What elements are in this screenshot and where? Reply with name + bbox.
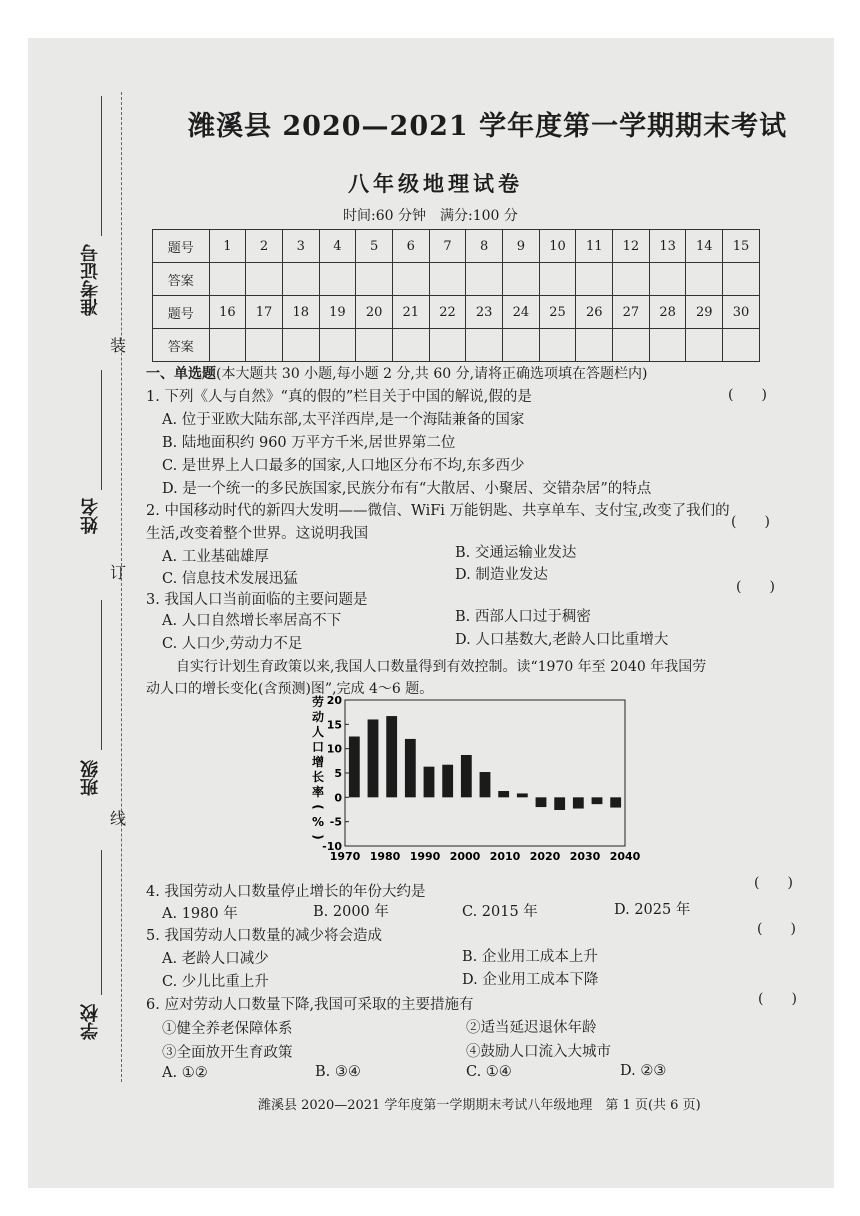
sidebar-field-name: 姓名	[80, 498, 101, 534]
y-axis-label-char: 劳	[311, 695, 325, 709]
answer-table	[152, 229, 760, 362]
header-cell: 题号	[153, 296, 210, 329]
q2-stem-line1: 2. 中国移动时代的新四大发明——微信、WiFi 万能钥匙、共享单车、支付宝,改变了我们的	[146, 503, 730, 519]
q-num-cell: 25	[539, 296, 576, 329]
q6-option-b[interactable]: B. ③④	[315, 1064, 361, 1080]
bar	[405, 739, 416, 797]
header-cell: 题号	[153, 230, 210, 263]
answer-cell[interactable]	[686, 263, 723, 296]
answer-cell[interactable]	[539, 263, 576, 296]
answer-cell[interactable]	[429, 263, 466, 296]
q6-item-4: ④鼓励人口流入大城市	[466, 1044, 611, 1060]
x-tick-label: 2040	[609, 850, 640, 863]
q6-item-3: ③全面放开生育政策	[162, 1045, 293, 1061]
fold-mark-xian: 线	[110, 809, 127, 828]
x-tick-label: 2000	[449, 850, 481, 863]
q3-option-c[interactable]: C. 人口少,劳动力不足	[162, 636, 303, 652]
answer-cell[interactable]	[686, 329, 723, 362]
answer-cell[interactable]	[392, 329, 429, 362]
q-num-cell: 24	[503, 296, 540, 329]
q-num-cell: 11	[576, 230, 613, 263]
table-row	[153, 329, 760, 362]
answer-cell[interactable]	[356, 263, 393, 296]
y-axis-label-char: %	[311, 815, 325, 829]
q4-answer-paren[interactable]: ( )	[754, 875, 793, 891]
y-axis-label-char: 增	[311, 755, 325, 769]
answer-cell[interactable]	[613, 263, 650, 296]
y-axis-label-char: )	[311, 834, 325, 840]
answer-cell[interactable]	[539, 329, 576, 362]
q5-option-c[interactable]: C. 少儿比重上升	[162, 974, 269, 990]
x-tick-label: 1970	[329, 850, 361, 863]
q-num-cell: 26	[576, 296, 613, 329]
x-tick-label: 2030	[569, 850, 601, 863]
section-heading	[146, 363, 648, 383]
q6-item-2: ②适当延迟退休年龄	[466, 1020, 597, 1036]
x-tick-label: 1990	[409, 850, 441, 863]
sidebar-field-class: 班级	[80, 760, 101, 796]
answer-cell[interactable]	[723, 263, 760, 296]
q2-option-d[interactable]: D. 制造业发达	[455, 567, 548, 583]
q6-option-d[interactable]: D. ②③	[620, 1063, 667, 1079]
q-num-cell: 6	[392, 230, 429, 263]
answer-cell[interactable]	[613, 329, 650, 362]
y-tick-label: 20	[326, 694, 342, 707]
q6-answer-paren[interactable]: ( )	[758, 991, 797, 1007]
q5-stem: 5. 我国劳动人口数量的减少将会造成	[146, 928, 382, 944]
answer-cell[interactable]	[209, 329, 246, 362]
q-num-cell: 29	[686, 296, 723, 329]
bar	[610, 797, 621, 807]
x-tick-label: 1980	[369, 850, 401, 863]
intro-line1: 自实行计划生育政策以来,我国人口数量得到有效控制。读“1970 年至 2040 年我国劳	[176, 659, 707, 675]
page-footer: 潍溪县 2020—2021 学年度第一学期期末考试八年级地理 第 1 页(共 6 页)	[258, 1098, 701, 1113]
exam-subtitle: 八年级地理试卷	[348, 171, 523, 196]
q2-answer-paren[interactable]: ( )	[731, 514, 770, 530]
q-num-cell: 3	[282, 230, 319, 263]
q-num-cell: 4	[319, 230, 356, 263]
y-tick-label: 10	[326, 742, 342, 756]
q-num-cell: 10	[539, 230, 576, 263]
q4-option-c[interactable]: C. 2015 年	[462, 904, 538, 920]
q-num-cell: 12	[613, 230, 650, 263]
time-info: 时间:60 分钟 满分:100 分	[343, 208, 518, 224]
q1-option-a[interactable]: A. 位于亚欧大陆东部,太平洋西岸,是一个海陆兼备的国家	[162, 412, 525, 428]
bar	[536, 797, 547, 807]
q3-option-d[interactable]: D. 人口基数大,老龄人口比重增大	[455, 632, 669, 648]
binding-dashed-line	[121, 92, 122, 1082]
sidebar-line-school	[101, 850, 102, 995]
y-axis-label-char: 长	[311, 770, 325, 784]
q5-option-b[interactable]: B. 企业用工成本上升	[462, 949, 598, 965]
q5-answer-paren[interactable]: ( )	[757, 921, 796, 937]
answer-cell[interactable]	[392, 263, 429, 296]
bar	[554, 797, 565, 810]
q-num-cell: 30	[723, 296, 760, 329]
q3-option-b[interactable]: B. 西部人口过于稠密	[455, 609, 591, 625]
x-axis-ticks	[330, 850, 640, 863]
answer-cell[interactable]	[282, 263, 319, 296]
q-num-cell: 15	[723, 230, 760, 263]
q1-answer-paren[interactable]: ( )	[728, 387, 767, 403]
answer-cell[interactable]	[466, 329, 503, 362]
section-heading-label: 一、单选题	[146, 366, 216, 382]
answer-cell[interactable]	[576, 263, 613, 296]
q-num-cell: 21	[392, 296, 429, 329]
q4-option-d[interactable]: D. 2025 年	[614, 902, 691, 918]
bar	[573, 797, 584, 808]
q-num-cell: 9	[503, 230, 540, 263]
q-num-cell: 2	[246, 230, 283, 263]
answer-cell[interactable]	[503, 263, 540, 296]
y-axis-label-char: 率	[311, 785, 325, 799]
answer-cell[interactable]	[503, 329, 540, 362]
q-num-cell: 14	[686, 230, 723, 263]
sidebar-line-class	[101, 600, 102, 750]
q1-option-b[interactable]: B. 陆地面积约 960 万平方千米,居世界第二位	[162, 435, 456, 451]
bar	[480, 772, 491, 797]
bar	[517, 793, 528, 797]
q6-option-c[interactable]: C. ①④	[466, 1064, 512, 1080]
q-num-cell: 13	[649, 230, 686, 263]
table-row	[153, 230, 760, 263]
header-cell: 答案	[153, 329, 210, 362]
bar	[498, 791, 509, 797]
q4-option-b[interactable]: B. 2000 年	[313, 904, 389, 920]
q1-stem: 1. 下列《人与自然》“真的假的”栏目关于中国的解说,假的是	[146, 389, 532, 405]
q-num-cell: 1	[209, 230, 246, 263]
q-num-cell: 8	[466, 230, 503, 263]
y-tick-label: -5	[329, 815, 342, 829]
answer-cell[interactable]	[576, 329, 613, 362]
q-num-cell: 18	[282, 296, 319, 329]
sidebar-line-name	[101, 370, 102, 490]
y-tick-label: 15	[326, 718, 342, 732]
q5-option-a[interactable]: A. 老龄人口减少	[162, 951, 269, 967]
q1-option-c[interactable]: C. 是世界上人口最多的国家,人口地区分布不均,东多西少	[162, 458, 525, 474]
answer-cell[interactable]	[466, 263, 503, 296]
y-axis-label-char: 口	[311, 740, 325, 754]
q2-option-b[interactable]: B. 交通运输业发达	[455, 545, 577, 561]
fold-mark-zhuang: 装	[110, 336, 127, 355]
q-num-cell: 16	[209, 296, 246, 329]
bar	[386, 716, 397, 797]
q-num-cell: 20	[356, 296, 393, 329]
q6-option-a[interactable]: A. ①②	[162, 1065, 208, 1081]
q-num-cell: 7	[429, 230, 466, 263]
q2-stem-line2: 生活,改变着整个世界。这说明我国	[146, 526, 369, 542]
fold-mark-ding: 订	[110, 563, 127, 582]
answer-cell[interactable]	[649, 263, 686, 296]
y-axis-label-char: 动	[311, 710, 325, 724]
q-num-cell: 23	[466, 296, 503, 329]
answer-cell[interactable]	[282, 329, 319, 362]
answer-cell[interactable]	[723, 329, 760, 362]
intro-line2: 动人口的增长变化(含预测)图”,完成 4～6 题。	[146, 681, 434, 697]
q2-option-a[interactable]: A. 工业基础雄厚	[162, 549, 269, 565]
bar	[368, 719, 379, 797]
bar	[349, 737, 360, 798]
sidebar-field-exam-id: 准考证号	[80, 244, 101, 316]
table-row	[153, 296, 760, 329]
q5-option-d[interactable]: D. 企业用工成本下降	[462, 972, 599, 988]
q4-option-a[interactable]: A. 1980 年	[162, 906, 238, 922]
q3-answer-paren[interactable]: ( )	[736, 579, 775, 595]
q6-item-1: ①健全养老保障体系	[162, 1021, 293, 1037]
q-num-cell: 19	[319, 296, 356, 329]
labor-growth-chart	[300, 694, 640, 869]
answer-cell[interactable]	[209, 263, 246, 296]
answer-cell[interactable]	[429, 329, 466, 362]
table-row	[153, 263, 760, 296]
y-tick-label: 5	[334, 767, 342, 780]
y-tick-label: 0	[334, 791, 342, 805]
q2-option-c[interactable]: C. 信息技术发展迅猛	[162, 571, 298, 587]
y-axis-label	[311, 694, 325, 840]
section-note: (本大题共 30 小题,每小题 2 分,共 60 分,请将正确选项填在答题栏内)	[216, 366, 648, 382]
answer-cell[interactable]	[246, 263, 283, 296]
x-tick-label: 2010	[489, 850, 521, 863]
sidebar-field-school: 学校	[80, 1004, 101, 1040]
q-num-cell: 22	[429, 296, 466, 329]
answer-cell[interactable]	[649, 329, 686, 362]
answer-cell[interactable]	[246, 329, 283, 362]
bar	[461, 755, 472, 797]
exam-title: 潍溪县 2020—2021 学年度第一学期期末考试	[188, 111, 788, 142]
bar	[442, 765, 453, 798]
y-axis-label-char: 人	[311, 725, 325, 739]
x-tick-label: 2020	[529, 850, 561, 863]
y-axis-label-char: (	[311, 804, 325, 810]
y-tick-label: -10	[322, 840, 342, 853]
q6-stem: 6. 应对劳动人口数量下降,我国可采取的主要措施有	[146, 997, 474, 1013]
q1-option-d[interactable]: D. 是一个统一的多民族国家,民族分布有“大散居、小聚居、交错杂居”的特点	[162, 481, 652, 497]
q3-option-a[interactable]: A. 人口自然增长率居高不下	[162, 613, 342, 629]
answer-cell[interactable]	[319, 329, 356, 362]
sidebar-line-exam-id	[101, 96, 102, 236]
q-num-cell: 17	[246, 296, 283, 329]
bar	[424, 767, 435, 798]
answer-cell[interactable]	[319, 263, 356, 296]
answer-cell[interactable]	[356, 329, 393, 362]
bars	[349, 716, 621, 810]
q4-stem: 4. 我国劳动人口数量停止增长的年份大约是	[146, 884, 426, 900]
q3-stem: 3. 我国人口当前面临的主要问题是	[146, 592, 368, 608]
q-num-cell: 5	[356, 230, 393, 263]
q-num-cell: 28	[649, 296, 686, 329]
q-num-cell: 27	[613, 296, 650, 329]
header-cell: 答案	[153, 263, 210, 296]
bar	[592, 797, 603, 804]
